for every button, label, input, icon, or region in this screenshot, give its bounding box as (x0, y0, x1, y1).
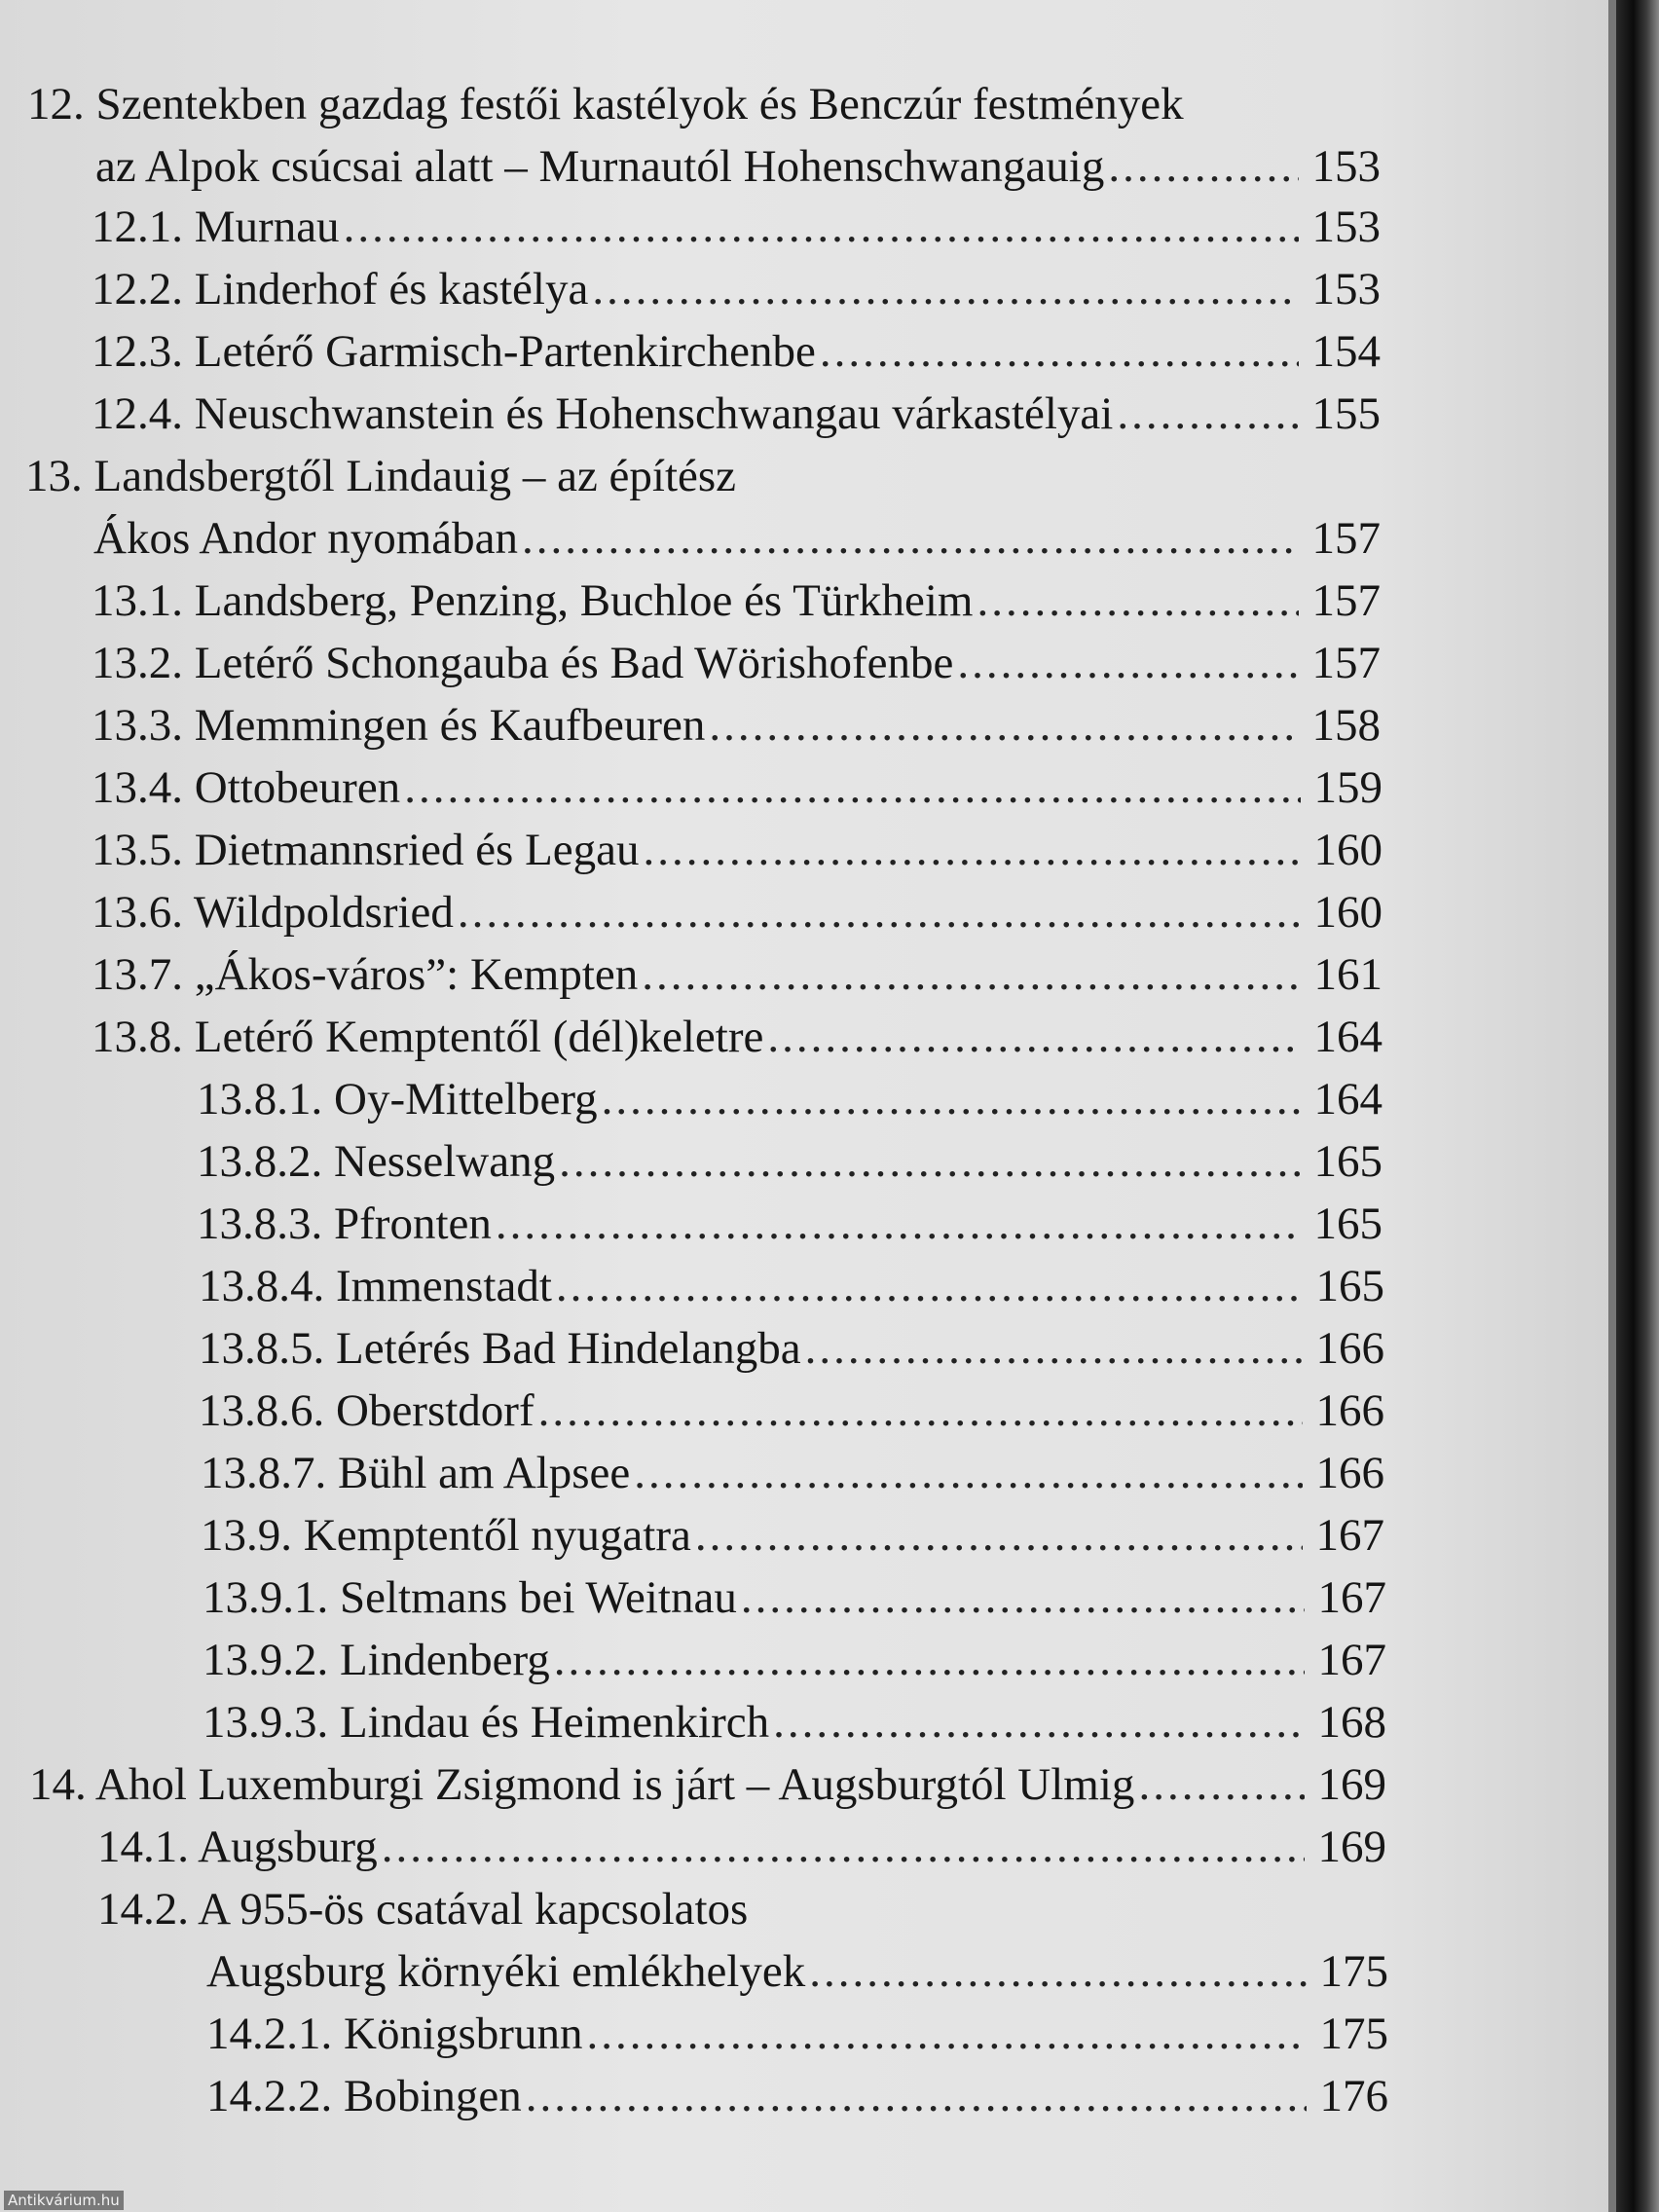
leader-dots (809, 1941, 1307, 2002)
toc-number: 13.8.3. (197, 1198, 323, 1249)
toc-entry[interactable] (197, 1131, 1382, 1192)
leader-dots (644, 820, 1301, 880)
toc-number: 14. (29, 1759, 87, 1810)
toc-entry[interactable] (206, 2004, 1388, 2064)
toc-entry[interactable] (92, 197, 1381, 257)
toc-title: Bobingen (344, 2071, 522, 2121)
leader-dots (554, 1630, 1305, 1690)
toc-entry[interactable] (92, 259, 1381, 319)
toc-page-number: 158 (1311, 700, 1381, 751)
toc-page-number: 155 (1311, 388, 1381, 439)
toc-entry[interactable] (92, 944, 1382, 1005)
leader-dots (767, 1007, 1301, 1067)
toc-page-number: 154 (1311, 326, 1381, 377)
toc-title: az Alpok csúcsai alatt – Murnautól Hohenschwangauig (95, 141, 1105, 192)
toc-title: Landsbergtől Lindauig – az építész (93, 451, 737, 501)
toc-page-number: 169 (1317, 1822, 1386, 1872)
toc-title: Szentekben gazdag festői kastélyok és Benczúr festmények (95, 79, 1184, 129)
leader-dots (1117, 384, 1299, 444)
toc-title: A 955-ös csatával kapcsolatos (198, 1884, 749, 1935)
toc-title: Bühl am Alpsee (338, 1448, 631, 1498)
toc-number: 13.2. (92, 638, 183, 688)
toc-page-number: 165 (1313, 1198, 1382, 1249)
toc-chapter-heading (27, 74, 1381, 134)
toc-entry[interactable] (29, 1754, 1386, 1815)
toc-entry[interactable] (197, 1069, 1382, 1129)
toc-entry[interactable] (92, 882, 1382, 942)
toc-title: Nesselwang (334, 1136, 556, 1187)
toc-title: Neuschwanstein és Hohenschwangau várkastélyai (194, 388, 1114, 439)
toc-title: Pfronten (334, 1198, 492, 1249)
toc-title: Kemptentől nyugatra (303, 1510, 691, 1561)
leader-dots (773, 1692, 1305, 1752)
leader-dots (538, 1381, 1303, 1441)
toc-entry[interactable] (199, 1318, 1384, 1379)
toc-number: 13.8. (92, 1012, 183, 1062)
toc-page-number: 165 (1315, 1261, 1384, 1311)
toc-entry[interactable] (92, 571, 1381, 631)
toc-entry[interactable] (93, 508, 1381, 569)
leader-dots (741, 1567, 1305, 1628)
toc-entry[interactable] (201, 1443, 1384, 1503)
leader-dots (526, 2066, 1307, 2126)
toc-number: 12.3. (92, 326, 183, 377)
leader-dots (556, 1256, 1303, 1316)
toc-page-number: 167 (1315, 1510, 1384, 1561)
leader-dots (634, 1443, 1303, 1503)
toc-number: 13.8.4. (199, 1261, 325, 1311)
toc-number: 14.2.2. (206, 2071, 333, 2121)
leader-dots (709, 695, 1299, 756)
toc-number: 13.9. (201, 1510, 292, 1561)
toc-number: 14.2.1. (206, 2009, 333, 2059)
toc-number: 13.8.5. (199, 1323, 325, 1374)
leader-dots (382, 1817, 1305, 1877)
toc-title: Wildpoldsried (193, 887, 454, 938)
leader-dots (344, 197, 1299, 257)
toc-entry[interactable] (199, 1381, 1384, 1441)
toc-number: 13. (25, 451, 83, 501)
toc-entry[interactable] (95, 136, 1381, 197)
toc-entry[interactable] (92, 820, 1382, 880)
leader-dots (642, 944, 1301, 1005)
toc-page-number: 167 (1317, 1572, 1386, 1623)
toc-page-number: 157 (1311, 575, 1381, 626)
toc-title: Dietmannsried és Legau (194, 825, 640, 875)
toc-entry[interactable] (203, 1630, 1386, 1690)
toc-entry[interactable] (92, 1007, 1382, 1067)
toc-entry[interactable] (97, 1817, 1386, 1877)
toc-title: Immenstadt (336, 1261, 552, 1311)
leader-dots (592, 259, 1299, 319)
leader-dots (559, 1131, 1301, 1192)
toc-number: 12. (27, 79, 85, 129)
toc-number: 12.4. (92, 388, 183, 439)
toc-title: Lindenberg (340, 1635, 550, 1685)
toc-entry[interactable] (197, 1194, 1382, 1254)
toc-number: 13.8.2. (197, 1136, 323, 1187)
toc-number: 13.9.2. (203, 1635, 329, 1685)
toc-number: 14.2. (97, 1884, 189, 1935)
toc-page-number: 164 (1313, 1074, 1382, 1124)
toc-page-number: 153 (1311, 264, 1381, 314)
toc-page-number: 166 (1315, 1448, 1384, 1498)
toc-page-number: 175 (1319, 2009, 1388, 2059)
toc-title: Murnau (194, 202, 340, 252)
toc-title: Letérő Kemptentől (dél)keletre (194, 1012, 764, 1062)
toc-page-number: 166 (1315, 1385, 1384, 1436)
toc-title: Landsberg, Penzing, Buchloe és Türkheim (194, 575, 974, 626)
toc-number: 14.1. (97, 1822, 189, 1872)
leader-dots (458, 882, 1301, 942)
toc-title: Ahol Luxemburgi Zsigmond is járt – Augsburgtól Ulmig (94, 1759, 1135, 1810)
toc-title: Lindau és Heimenkirch (340, 1697, 770, 1748)
toc-page-number: 153 (1311, 141, 1381, 192)
leader-dots (522, 508, 1299, 569)
leader-dots (957, 633, 1299, 693)
toc-title: Letérő Schongauba és Bad Wörishofenbe (194, 638, 954, 688)
watermark-label: Antikvárium.hu (4, 2191, 124, 2210)
toc-page-number: 164 (1313, 1012, 1382, 1062)
toc-title: Ákos Andor nyomában (93, 513, 519, 564)
toc-entry[interactable] (199, 1256, 1384, 1316)
toc-title: Memmingen és Kaufbeuren (194, 700, 706, 751)
toc-number: 13.9.3. (203, 1697, 329, 1748)
toc-number: 13.3. (92, 700, 183, 751)
toc-title: „Ákos-város”: Kempten (194, 949, 639, 1000)
toc-page-number: 159 (1313, 762, 1382, 813)
toc-title: Linderhof és kastélya (194, 264, 589, 314)
toc-page-number: 175 (1319, 1946, 1388, 1997)
toc-title: Augsburg környéki emlékhelyek (206, 1946, 806, 1997)
toc-page-number: 160 (1313, 887, 1382, 938)
toc-number: 13.9.1. (203, 1572, 329, 1623)
toc-number: 13.7. (92, 949, 183, 1000)
toc-number: 13.6. (92, 887, 183, 938)
toc-entry[interactable] (92, 757, 1382, 818)
toc-page-number: 176 (1319, 2071, 1388, 2121)
leader-dots (1138, 1754, 1305, 1815)
toc-page-number: 166 (1315, 1323, 1384, 1374)
toc-number: 13.4. (92, 762, 183, 813)
leader-dots (695, 1505, 1303, 1566)
toc-chapter-heading (25, 446, 1379, 506)
leader-dots (602, 1069, 1301, 1129)
toc-number: 13.8.6. (199, 1385, 325, 1436)
toc-entry[interactable] (92, 695, 1381, 756)
toc-title: Augsburg (198, 1822, 378, 1872)
toc-page-number: 169 (1317, 1759, 1386, 1810)
leader-dots (586, 2004, 1307, 2064)
toc-number: 12.2. (92, 264, 183, 314)
toc-entry[interactable] (92, 384, 1381, 444)
toc-number: 13.1. (92, 575, 183, 626)
toc-page-number: 157 (1311, 513, 1381, 564)
toc-page-number: 165 (1313, 1136, 1382, 1187)
toc-title: Letérés Bad Hindelangba (336, 1323, 801, 1374)
toc-number: 12.1. (92, 202, 183, 252)
toc-entry[interactable] (92, 633, 1381, 693)
toc-title: Ottobeuren (194, 762, 401, 813)
leader-dots (404, 757, 1301, 818)
toc-number: 13.8.1. (197, 1074, 323, 1124)
toc-number: 13.8.7. (201, 1448, 327, 1498)
toc-page-number: 157 (1311, 638, 1381, 688)
toc-page-number: 160 (1313, 825, 1382, 875)
toc-entry[interactable] (206, 2066, 1388, 2126)
toc-page-number: 168 (1317, 1697, 1386, 1748)
toc-number: 13.5. (92, 825, 183, 875)
leader-dots (805, 1318, 1303, 1379)
toc-entry[interactable] (201, 1505, 1384, 1566)
toc-title: Seltmans bei Weitnau (340, 1572, 737, 1623)
leader-dots (496, 1194, 1301, 1254)
toc-title: Oy-Mittelberg (334, 1074, 598, 1124)
toc-title: Königsbrunn (344, 2009, 583, 2059)
toc-title: Letérő Garmisch-Partenkirchenbe (194, 326, 816, 377)
toc-entry[interactable] (206, 1941, 1388, 2002)
leader-dots (977, 571, 1299, 631)
toc-entry[interactable] (203, 1567, 1386, 1628)
leader-dots (1108, 136, 1299, 197)
toc-page-number: 167 (1317, 1635, 1386, 1685)
toc-title: Oberstdorf (336, 1385, 535, 1436)
toc-entry[interactable] (203, 1692, 1386, 1752)
toc-page-number: 153 (1311, 202, 1381, 252)
leader-dots (820, 321, 1299, 382)
toc-section-heading (97, 1879, 1386, 1939)
toc-entry[interactable] (92, 321, 1381, 382)
toc-page-number: 161 (1313, 949, 1382, 1000)
